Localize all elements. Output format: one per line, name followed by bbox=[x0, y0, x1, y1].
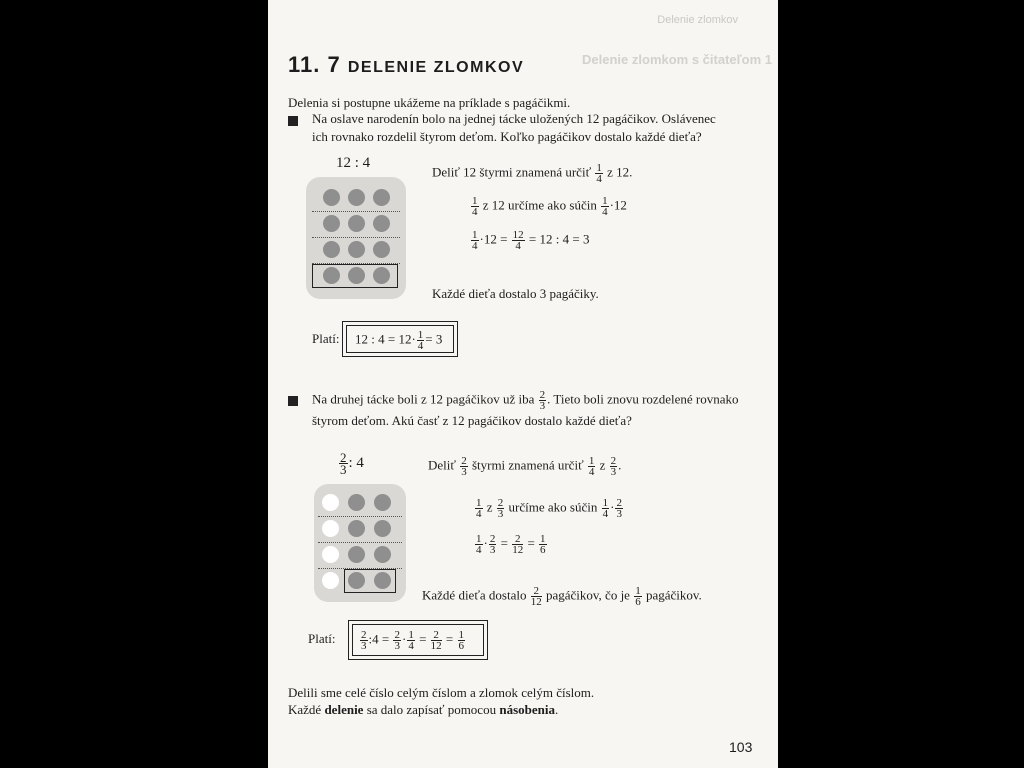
text: 4 bbox=[372, 631, 379, 647]
fraction-2-3: $\frac{2}{3}$ bbox=[340, 450, 347, 477]
ex1-formula bbox=[355, 330, 442, 351]
fraction-1-6: $\frac{1}{6}$ bbox=[540, 533, 546, 556]
text: Každé dieťa dostalo bbox=[422, 587, 527, 603]
cookie bbox=[323, 215, 340, 232]
ex2-step3 bbox=[474, 534, 548, 555]
bold-text: delenie bbox=[324, 702, 364, 717]
bold-text: násobenia bbox=[499, 702, 555, 717]
text: · bbox=[610, 499, 615, 515]
ex1-line2: ich rovnako rozdelil štyrom deťom. Koľko pagáčikov dostalo každé dieťa? bbox=[312, 129, 702, 144]
text: štyrmi znamená určiť bbox=[471, 457, 584, 473]
fraction-1-4: $\frac{1}{4}$ bbox=[472, 195, 478, 218]
empty-spot bbox=[322, 546, 339, 563]
cookie bbox=[348, 241, 365, 258]
text: : bbox=[368, 631, 373, 647]
ex1-line1: Na oslave narodenín bolo na jednej tácke uložených 12 pagáčikov. Oslávenec bbox=[312, 111, 716, 126]
divider-line bbox=[318, 542, 402, 543]
text: 12 : 4 = 12· bbox=[355, 331, 416, 347]
cookie bbox=[348, 546, 365, 563]
selected-row bbox=[344, 569, 396, 593]
fraction-2-3: $\frac{2}{3}$ bbox=[361, 629, 367, 652]
section-number: 11. 7 bbox=[288, 52, 341, 77]
ex2-line2: štyrom deťom. Akú časť z 12 pagáčikov dostalo každé dieťa? bbox=[312, 413, 632, 428]
ex2-expression bbox=[338, 452, 364, 475]
fraction-2-3: $\frac{2}{3}$ bbox=[394, 629, 400, 652]
cookie bbox=[348, 215, 365, 232]
fraction-1-4: $\frac{1}{4}$ bbox=[408, 629, 414, 652]
empty-spot bbox=[322, 494, 339, 511]
fraction-1-4: $\frac{1}{4}$ bbox=[602, 195, 608, 218]
text: : 4 bbox=[348, 454, 364, 471]
cookie bbox=[373, 189, 390, 206]
ex1-expression: 12 : 4 bbox=[336, 155, 371, 171]
bullet-1 bbox=[288, 116, 298, 126]
textbook-page bbox=[268, 0, 778, 768]
fraction-1-4: $\frac{1}{4}$ bbox=[472, 229, 478, 252]
divider-line bbox=[312, 211, 400, 212]
ex1-formula-box bbox=[342, 321, 458, 357]
fraction-2-3: $\frac{2}{3}$ bbox=[489, 533, 496, 556]
cookie bbox=[348, 189, 365, 206]
ex2-formula-box bbox=[348, 620, 488, 660]
text: = 3 bbox=[425, 331, 443, 347]
text: z 12 určíme ako súčin bbox=[482, 197, 597, 213]
ex2-formula bbox=[359, 630, 466, 651]
text: . bbox=[554, 702, 559, 717]
fraction-2-12: $\frac{2}{12}$ bbox=[530, 585, 542, 608]
fraction-1-4: $\frac{1}{4}$ bbox=[602, 497, 609, 520]
page-number: 103 bbox=[729, 739, 753, 755]
intro-text: Delenia si postupne ukážeme na príklade s pagáčikmi. bbox=[288, 95, 571, 110]
cookie bbox=[348, 520, 365, 537]
cookie bbox=[323, 241, 340, 258]
text: sa dalo zapísať pomocou bbox=[366, 702, 497, 717]
text: . bbox=[618, 457, 622, 473]
conclusion-line2 bbox=[288, 701, 558, 719]
fraction-2-12: $\frac{2}{12}$ bbox=[512, 533, 524, 556]
text: . Tieto boli znovu rozdelené rovnako bbox=[547, 391, 739, 407]
text: ·12 = bbox=[479, 231, 508, 247]
cookie bbox=[374, 494, 391, 511]
text: Deliť 12 štyrmi znamená určiť bbox=[432, 164, 592, 180]
empty-spot bbox=[322, 520, 339, 537]
bullet-2 bbox=[288, 396, 298, 406]
fraction-2-3: $\frac{2}{3}$ bbox=[616, 497, 622, 520]
text: · bbox=[483, 535, 488, 551]
fraction-2-12: $\frac{2}{12}$ bbox=[430, 629, 442, 652]
text: z 12. bbox=[607, 164, 633, 180]
cookie bbox=[374, 520, 391, 537]
fraction-2-3: $\frac{2}{3}$ bbox=[539, 389, 546, 412]
ex2-result bbox=[422, 586, 702, 607]
text: = bbox=[419, 631, 427, 647]
text: z bbox=[486, 499, 493, 515]
text: · bbox=[401, 631, 407, 647]
fraction-2-3: $\frac{2}{3}$ bbox=[610, 455, 617, 478]
text: pagáčikov. bbox=[645, 587, 702, 603]
ex1-step2 bbox=[470, 196, 627, 217]
cookie-tray-2 bbox=[314, 484, 406, 602]
text: Deliť bbox=[428, 457, 456, 473]
ex2-step1 bbox=[428, 456, 621, 477]
fraction-12-4: $\frac{12}{4}$ bbox=[512, 229, 524, 252]
fraction-1-4: $\frac{1}{4}$ bbox=[596, 162, 602, 185]
ex2-step2 bbox=[474, 498, 624, 519]
conclusion-line1: Delili sme celé číslo celým číslom a zlomok celým číslom. bbox=[288, 685, 595, 700]
fraction-1-4: $\frac{1}{4}$ bbox=[476, 533, 482, 556]
cookie bbox=[323, 189, 340, 206]
bleed-through-header: Delenie zlomkov bbox=[657, 14, 738, 26]
divider-line bbox=[318, 516, 402, 517]
fraction-1-4: $\frac{1}{4}$ bbox=[417, 329, 424, 352]
fraction-1-4: $\frac{1}{4}$ bbox=[588, 455, 595, 478]
fraction-1-6: $\frac{1}{6}$ bbox=[458, 629, 464, 652]
fraction-2-3: $\frac{2}{3}$ bbox=[497, 497, 504, 520]
ex1-result: Každé dieťa dostalo 3 pagáčiky. bbox=[432, 286, 599, 301]
text: Každé bbox=[288, 702, 322, 717]
ex1-step1 bbox=[432, 163, 632, 184]
section-heading: DELENIE ZLOMKOV bbox=[347, 59, 525, 76]
fraction-2-3: $\frac{2}{3}$ bbox=[461, 455, 467, 478]
section-title bbox=[288, 52, 524, 78]
cookie bbox=[373, 241, 390, 258]
text: z bbox=[599, 457, 606, 473]
fraction-1-6: $\frac{1}{6}$ bbox=[635, 585, 641, 608]
ex2-plati-label: Platí: bbox=[308, 631, 336, 646]
ex1-plati-label: Platí: bbox=[312, 331, 340, 346]
cookie bbox=[348, 494, 365, 511]
text: Na druhej tácke boli z 12 pagáčikov už iba bbox=[312, 391, 535, 407]
text: určíme ako súčin bbox=[508, 499, 598, 515]
cookie bbox=[373, 215, 390, 232]
text: ·12 bbox=[609, 197, 627, 213]
empty-spot bbox=[322, 572, 339, 589]
text: pagáčikov, čo je bbox=[545, 587, 630, 603]
text: = 12 : 4 = 3 bbox=[528, 231, 590, 247]
text: = bbox=[527, 535, 535, 551]
text: = bbox=[381, 631, 390, 647]
cookie bbox=[374, 546, 391, 563]
bleed-through-subheader: Delenie zlomkom s čitateľom 1 bbox=[582, 52, 772, 67]
cookie-tray-1 bbox=[306, 177, 406, 299]
text: = bbox=[445, 631, 454, 647]
text: = bbox=[500, 535, 508, 551]
fraction-1-4: $\frac{1}{4}$ bbox=[476, 497, 482, 520]
divider-line bbox=[312, 237, 400, 238]
ex1-step3 bbox=[470, 230, 589, 251]
ex2-line1 bbox=[312, 390, 738, 411]
selected-row bbox=[312, 264, 398, 288]
